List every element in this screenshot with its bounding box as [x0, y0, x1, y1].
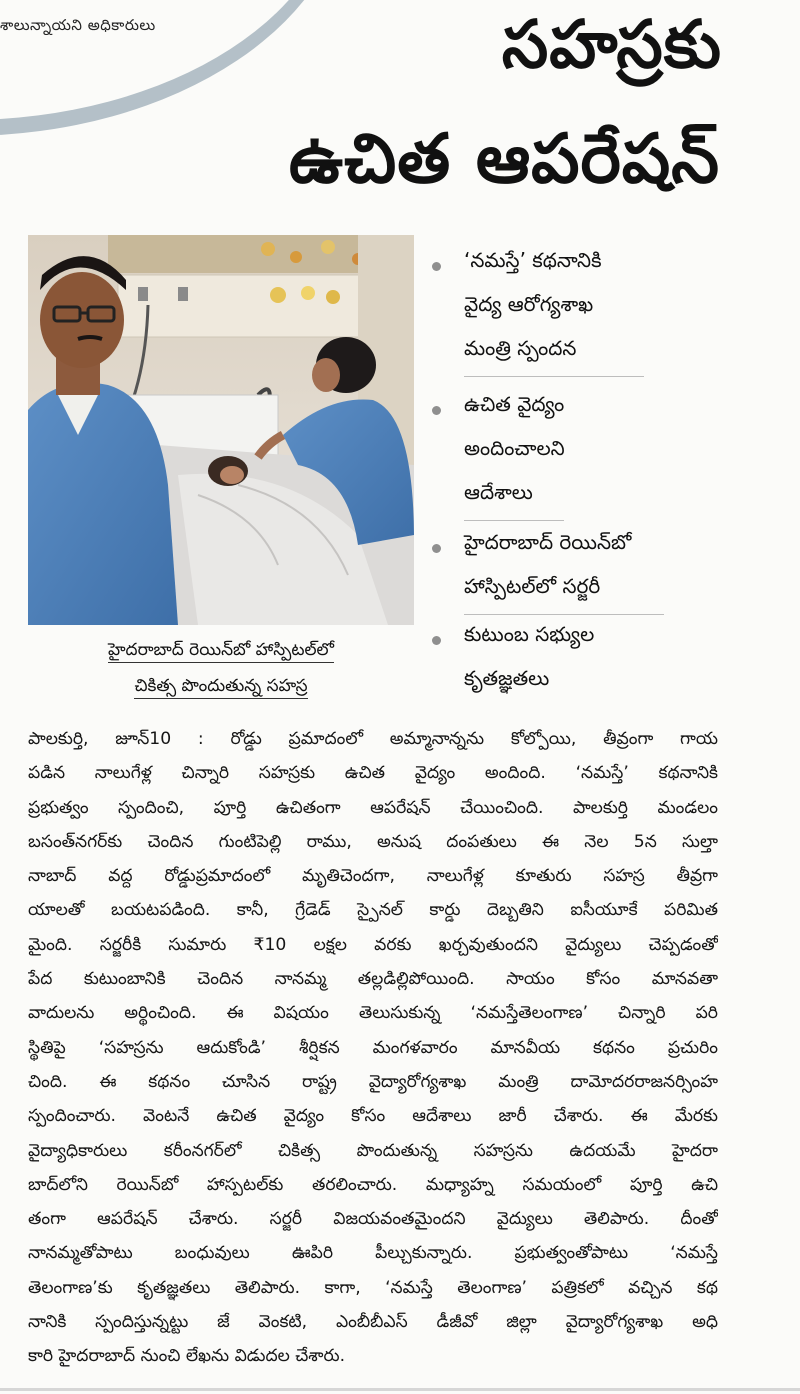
body-line: వాదులను అర్థించింది. ఈ విషయం తెలుసుకున్న ‘నమస్తేతెలంగాణ’ చిన్నారి పరి	[28, 1003, 718, 1024]
article-body	[28, 722, 718, 1374]
highlight-line: ఉచిత వైద్యం	[464, 392, 565, 416]
bullet-icon	[432, 406, 441, 415]
article-photo	[28, 235, 414, 625]
bullet-icon	[432, 544, 441, 553]
body-line: తంగా ఆపరేషన్ చేశారు. సర్జరీ విజయవంతమైందని వైద్యులు తెలిపారు. దీంతో	[28, 1209, 718, 1230]
highlight-line: వైద్య ఆరోగ్యశాఖ	[464, 292, 594, 316]
bullet-icon	[432, 636, 441, 645]
body-line: నానమ్మతోపాటు బంధువులు ఊపిరి పీల్చుకున్నారు. ప్రభుత్వంతోపాటు ‘నమస్తే	[28, 1243, 718, 1264]
body-line: నానికి స్పందిస్తున్నట్టు జే వెంకటి, ఎంబీబీఎస్ డీజీవో జిల్లా వైద్యారోగ్యశాఖ అధి	[28, 1312, 718, 1333]
body-line: మైంది. సర్జరీకి సుమారు ₹10 లక్షల వరకు ఖర్చవుతుందని వైద్యులు చెప్పడంతో	[28, 934, 718, 955]
body-line: పడిన నాలుగేళ్ల చిన్నారి సహస్రకు ఉచిత వైద్యం అందింది. ‘నమస్తే’ కథనానికి	[28, 763, 718, 784]
photo-caption-line-2: చికిత్స పొందుతున్న సహస్ర	[28, 676, 414, 700]
headline-line-1: సహస్రకు	[501, 6, 722, 83]
highlight-line: ‘నమస్తే’ కథనానికి	[464, 248, 602, 272]
highlight-line: మంత్రి స్పందన	[464, 336, 577, 360]
headline-line-2: ఉచిత ఆపరేషన్	[288, 120, 720, 199]
highlight-divider	[464, 520, 564, 521]
body-line: తెలంగాణ’కు కృతజ్ఞతలు తెలిపారు. కాగా, ‘నమస్తే తెలంగాణ’ పత్రికలో వచ్చిన కథ	[28, 1277, 718, 1298]
body-line: స్థితిపై ‘సహస్రను ఆదుకోండి’ శీర్షికన మంగళవారం మానవీయ కథనం ప్రచురిం	[28, 1037, 718, 1058]
body-line: పేద కుటుంబానికి చెందిన నానమ్మ తల్లడిల్లిపోయింది. సాయం కోసం మానవతా	[28, 969, 718, 990]
highlight-divider	[464, 376, 644, 377]
highlight-line: అందించాలని	[464, 436, 565, 460]
body-line: యాలతో బయటపడింది. కానీ, గ్రేడెడ్ స్పైనల్ కార్డు దెబ్బతిని ఐసీయూకే పరిమిత	[28, 900, 718, 921]
body-line: చింది. ఈ కథనం చూసిన రాష్ట్ర వైద్యారోగ్యశాఖ మంత్రి దామోదరరాజనర్సింహ	[28, 1071, 718, 1092]
page-bottom-divider	[0, 1388, 800, 1391]
body-line: పాలకుర్తి, జూన్10 : రోడ్డు ప్రమాదంలో అమ్మానాన్నను కోల్పోయి, తీవ్రంగా గాయ	[28, 729, 718, 749]
highlight-line: కృతజ్ఞతలు	[464, 666, 550, 690]
highlight-line: కుటుంబ సభ్యుల	[464, 622, 595, 646]
highlight-line: ఆదేశాలు	[464, 480, 533, 504]
body-line: బసంత్‌నగర్‌కు చెందిన గుంటిపెల్లి రాము, అనుష దంపతులు ఈ నెల 5న సుల్తా	[28, 831, 718, 852]
body-line: ప్రభుత్వం స్పందించి, పూర్తి ఉచితంగా ఆపరేషన్ చేయించింది. పాలకుర్తి మండలం	[28, 797, 718, 818]
highlight-divider	[464, 614, 664, 615]
body-line: నాబాద్ వద్ద రోడ్డుప్రమాదంలో మృతిచెందగా, నాలుగేళ్ల కూతురు సహస్ర తీవ్రగా	[28, 866, 718, 887]
bullet-icon	[432, 262, 441, 271]
body-line: స్పందించారు. వెంటనే ఉచిత వైద్యం కోసం ఆదేశాలు జారీ చేశారు. ఈ మేరకు	[28, 1106, 718, 1127]
previous-article-text: శాలున్నాయని అధికారులు	[0, 16, 156, 34]
photo-caption-line-1: హైదరాబాద్ రెయిన్‌బో హాస్పిటల్‌లో	[28, 640, 414, 664]
hospital-room-photo	[28, 235, 414, 625]
highlight-line: హైదరాబాద్ రెయిన్‌బో	[464, 530, 632, 554]
body-line: వైద్యాధికారులు కరీంనగర్‌లో చికిత్స పొందుతున్న సహస్రను ఉదయమే హైదరా	[28, 1140, 718, 1161]
previous-article-fragment	[0, 0, 330, 150]
body-line: కారి హైదరాబాద్ నుంచి లేఖను విడుదల చేశారు.	[28, 1346, 346, 1367]
highlight-line: హాస్పిటల్‌లో సర్జరీ	[464, 574, 601, 598]
body-line: బాద్‌లోని రెయిన్‌బో హాస్పటల్‌కు తరలించారు. మధ్యాహ్న సమయంలో పూర్తి ఉచి	[28, 1174, 718, 1195]
